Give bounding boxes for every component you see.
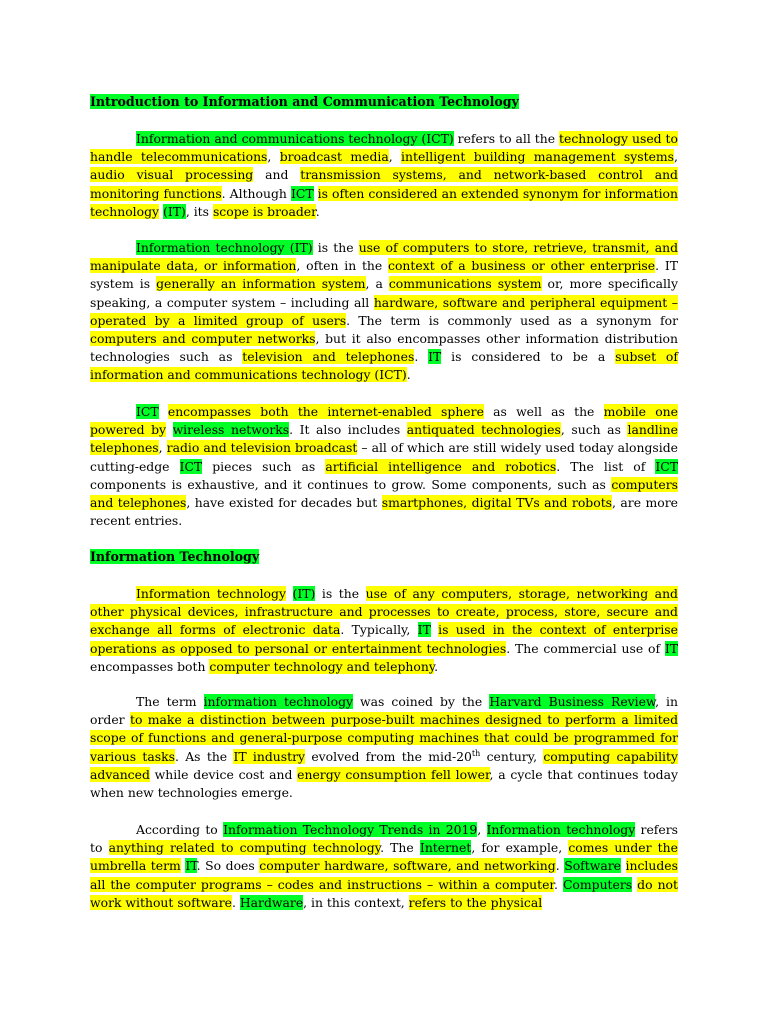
text-run: . xyxy=(315,203,320,219)
text-run: or, more specifically speaking, a computer system – including all xyxy=(90,276,678,310)
phrase-highlight: computers and telephones xyxy=(90,476,678,511)
phrase-highlight: smartphones, digital TVs and robots xyxy=(381,495,613,511)
text-run: . xyxy=(414,349,429,365)
text-run: , xyxy=(267,149,280,165)
phrase-highlight: anything related to computing technology xyxy=(108,840,381,856)
key-term-highlight: (IT) xyxy=(292,586,316,601)
text-run: . Typically, xyxy=(340,622,418,638)
key-term-highlight: ICT xyxy=(655,458,678,474)
paragraph-it-use xyxy=(90,585,678,676)
phrase-highlight: refers to the physical xyxy=(408,894,543,910)
text-run: , its xyxy=(185,203,213,219)
text-run: , xyxy=(477,822,487,837)
phrase-highlight: comes under the umbrella term xyxy=(90,840,678,874)
phrase-highlight: audio visual processing xyxy=(90,167,254,183)
phrase-highlight: IT industry xyxy=(233,748,306,764)
text-run: . xyxy=(231,894,240,910)
text-run: , a cycle that continues today when new technologies emerge. xyxy=(90,766,678,801)
text-run: . The term is commonly used as a synonym for xyxy=(346,312,678,328)
phrase-highlight: artificial intelligence and robotics xyxy=(325,458,557,474)
text-run: century, xyxy=(480,748,544,764)
text-run: . Although xyxy=(221,185,291,201)
phrase-highlight: is used in the context of enterprise operations as opposed to personal or entertainment technologies xyxy=(90,622,678,656)
phrase-highlight: antiquated technologies xyxy=(406,422,561,438)
phrase-highlight: to make a distinction between purpose-built machines designed to perform a limited scope of functions and general-purpose computing machines that could be programmed for various tasks xyxy=(90,712,679,764)
key-term-highlight: Internet xyxy=(419,840,472,856)
key-term-highlight: ICT xyxy=(136,404,159,419)
paragraph-it-definition xyxy=(90,239,678,385)
text-run: was coined by the xyxy=(353,694,490,709)
phrase-highlight: scope is broader xyxy=(212,203,316,219)
phrase-highlight: transmission systems xyxy=(300,167,443,183)
text-run: and xyxy=(253,167,301,183)
phrase-highlight: encompasses both the internet-enabled sphere xyxy=(167,404,484,419)
phrase-highlight: context of a business or other enterprise xyxy=(388,258,656,274)
text-run: is considered to be a xyxy=(441,349,616,365)
text-run: refers to xyxy=(90,822,678,856)
text-run: , but it also encompasses other information distribution technologies such as xyxy=(90,331,678,365)
text-run: , for example, xyxy=(471,840,569,856)
key-term-highlight: Information technology (IT) xyxy=(136,240,313,255)
key-term-highlight: Computers xyxy=(562,876,633,892)
text-run: evolved from the mid-20 xyxy=(305,748,472,764)
text-run: is the xyxy=(312,240,359,255)
phrase-highlight: includes all the computer programs – codes and instructions – within a computer xyxy=(90,858,678,892)
phrase-highlight: landline telephones xyxy=(90,422,678,456)
phrase-highlight: hardware, software and peripheral equipment – operated by a limited group of users xyxy=(90,294,678,328)
key-term-highlight: IT xyxy=(417,622,431,638)
phrase-highlight: television and telephones xyxy=(242,349,415,365)
text-run: . As the xyxy=(174,748,234,764)
text-run xyxy=(286,586,293,601)
text-run: . xyxy=(554,876,563,892)
phrase-highlight: mobile one powered by xyxy=(90,404,678,438)
text-run: as well as the xyxy=(483,404,604,419)
phrase-highlight: energy consumption fell lower xyxy=(297,766,490,782)
heading-introduction: Introduction to Information and Communication Technology xyxy=(90,94,519,109)
key-term-highlight: Software xyxy=(564,858,621,874)
text-run: , have existed for decades but xyxy=(186,495,382,511)
text-run: . The list of xyxy=(556,458,656,474)
phrase-highlight: computer technology and telephony xyxy=(209,658,435,674)
text-run: components is exhaustive, and it continues to grow. Some components, such as xyxy=(90,476,612,492)
key-term-highlight: Information and communications technology (ICT) xyxy=(136,131,454,146)
phrase-highlight: technology used to handle telecommunications xyxy=(90,131,678,165)
paragraph-ict-scope xyxy=(90,403,678,530)
phrase-highlight: computers and computer networks xyxy=(90,331,316,347)
phrase-highlight: use of any computers, storage, networking and other physical devices, infrastructure and processes to create, process, store, secure and exchange all forms of electronic data xyxy=(90,586,678,638)
text-run: , are more recent entries. xyxy=(90,495,678,529)
text-run: pieces such as xyxy=(202,458,326,474)
phrase-highlight: communications system xyxy=(388,276,542,292)
text-run: . The commercial use of xyxy=(506,640,665,656)
text-run: . xyxy=(406,367,411,383)
text-run: . IT system is xyxy=(90,258,678,292)
phrase-highlight: computer hardware, software, and networking xyxy=(259,858,556,874)
text-run: , a xyxy=(365,276,389,292)
paragraph-it-trends xyxy=(90,821,678,912)
key-term-highlight: information technology xyxy=(203,694,354,709)
text-run: The term xyxy=(136,694,204,709)
heading-information-technology: Information Technology xyxy=(90,549,260,564)
text-run: , xyxy=(158,440,167,456)
text-run: According to xyxy=(136,822,224,837)
key-term-highlight: Hardware xyxy=(239,894,304,910)
key-term-highlight: ICT xyxy=(290,185,314,201)
key-term-highlight: (IT) xyxy=(162,203,186,219)
phrase-highlight: , and network-based control and monitoring functions xyxy=(90,167,678,201)
text-run: refers to all the xyxy=(453,131,560,146)
phrase-highlight: subset of information and communications technology (ICT) xyxy=(90,349,678,383)
text-run: while device cost and xyxy=(149,766,298,782)
text-run: . So does xyxy=(196,858,260,874)
text-run: . xyxy=(434,658,439,674)
text-run xyxy=(166,422,173,437)
phrase-highlight: do not work without software xyxy=(90,876,678,910)
key-term-highlight: ICT xyxy=(179,458,203,474)
phrase-highlight: generally an information system xyxy=(156,276,366,292)
text-run: encompasses both xyxy=(90,658,210,674)
text-run: , often in the xyxy=(296,258,389,274)
phrase-highlight: use of computers to store, retrieve, transmit, and manipulate data, or information xyxy=(90,240,678,274)
key-term-highlight: Information technology xyxy=(486,822,636,837)
text-run: is the xyxy=(315,586,366,601)
paragraph-ict-definition xyxy=(90,130,678,221)
phrase-highlight: broadcast media xyxy=(279,149,389,165)
phrase-highlight: radio and television broadcast xyxy=(166,440,358,456)
text-run: . xyxy=(555,858,565,874)
text-run: , such as xyxy=(560,422,628,438)
key-term-highlight: wireless networks xyxy=(172,422,290,438)
paragraph-it-history xyxy=(90,693,678,802)
key-term-highlight: IT xyxy=(664,640,678,656)
phrase-highlight: Information technology xyxy=(136,586,286,601)
key-term-highlight: IT xyxy=(428,349,442,365)
key-term-highlight: IT xyxy=(185,858,197,874)
phrase-highlight: intelligent building management systems xyxy=(401,149,675,165)
text-run xyxy=(621,858,626,873)
text-run: , xyxy=(388,149,402,165)
text-run: , in order xyxy=(90,694,678,728)
text-run: – all of which are still widely used today alongside cutting-edge xyxy=(90,440,678,474)
text-run: th xyxy=(471,748,481,758)
phrase-highlight: is often considered an extended synonym for information technology xyxy=(90,185,678,219)
text-run: , in this context, xyxy=(303,894,409,910)
text-run: . It also includes xyxy=(289,422,407,438)
text-run xyxy=(159,404,168,419)
text-run: , xyxy=(674,149,678,165)
key-term-highlight: Information Technology Trends in 2019 xyxy=(223,822,478,837)
text-run: . The xyxy=(380,840,420,856)
phrase-highlight: computing capability advanced xyxy=(90,748,678,782)
key-term-highlight: Harvard Business Review xyxy=(489,694,656,709)
